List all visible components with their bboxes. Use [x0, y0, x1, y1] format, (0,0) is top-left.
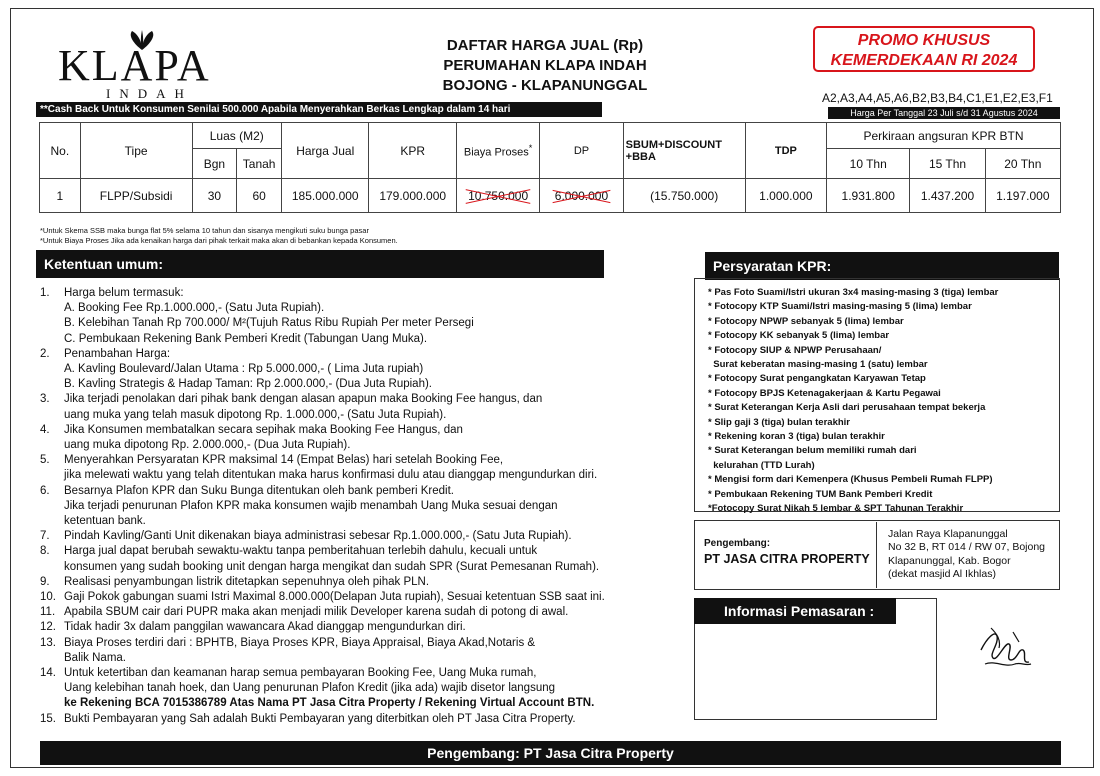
persyaratan-item: * Slip gaji 3 (tiga) bulan terakhir: [708, 416, 850, 428]
table-header-row: [40, 123, 1061, 149]
ketentuan-item-number: 5.: [40, 454, 50, 467]
ketentuan-item: [40, 392, 650, 422]
ketentuan-item-number: 7.: [40, 530, 50, 543]
ketentuan-item: [40, 529, 650, 544]
ketentuan-item: [40, 423, 650, 453]
ketentuan-item-number: 12.: [40, 621, 56, 634]
ketentuan-item-number: 4.: [40, 423, 50, 436]
ketentuan-line: ke Rekening BCA 7015386789 Atas Nama PT Jasa Citra Property / Rekening Virtual Account BTN.: [64, 697, 595, 710]
header-20thn: 20 Thn: [985, 149, 1060, 179]
ketentuan-item: [40, 484, 650, 530]
note-line: *Untuk Biaya Proses Jika ada kenaikan harga dari pihak terkait maka akan di bebankan kepada Konsumen.: [40, 236, 398, 245]
ketentuan-item-body: [64, 712, 650, 727]
header-luas: Luas (M2): [192, 123, 281, 149]
pengembang-divider: [876, 522, 877, 588]
ketentuan-item-body: [64, 666, 650, 712]
ketentuan-line: Bukti Pembayaran yang Sah adalah Bukti Pembayaran yang diterbitkan oleh PT Jasa Citra Property.: [64, 712, 576, 725]
persyaratan-item: * Mengisi form dari Kemenpera (Khusus Pembeli Rumah FLPP): [708, 474, 993, 486]
ketentuan-item-number: 14.: [40, 667, 56, 680]
ketentuan-line: Jika terjadi penolakan dari pihak bank dengan alasan apapun maka Booking Fee hangus, dan: [64, 393, 543, 406]
klapa-indah-logo: [52, 30, 222, 100]
ketentuan-item: [40, 636, 650, 666]
ketentuan-line: Uang kelebihan tanah hoek, dan Uang penurunan Plafon Kredit (jika ada) wajib disetor langsung: [64, 682, 556, 695]
header-biaya-proses-label: Biaya Proses: [463, 146, 529, 159]
unit-list: A2,A3,A4,A5,A6,B2,B3,B4,C1,E1,E2,E3,F1: [822, 91, 1053, 105]
ketentuan-line: ketentuan bank.: [64, 515, 146, 528]
signature-image: [975, 620, 1035, 676]
ketentuan-item-number: 15.: [40, 712, 56, 725]
header-biaya-proses-mark: *: [528, 142, 533, 153]
footer-banner: Pengembang: PT Jasa Citra Property: [40, 741, 1061, 765]
cell-biaya-proses: [456, 179, 539, 213]
ketentuan-item-body: [64, 347, 650, 393]
ketentuan-line: A. Kavling Boulevard/Jalan Utama : Rp 5.000.000,- ( Lima Juta rupiah): [64, 363, 424, 376]
cell-kpr: 179.000.000: [369, 179, 456, 213]
header-dp: DP: [540, 123, 623, 179]
ketentuan-line: Jika terjadi penurunan Plafon KPR maka konsumen wajib menambah Uang Muka sesuai dengan: [64, 499, 558, 512]
ketentuan-line: uang muka dipotong Rp. 2.000.000,- (Dua Juta Rupiah).: [64, 439, 351, 452]
ketentuan-item: [40, 544, 650, 574]
cashback-banner: **Cash Back Untuk Konsumen Senilai 500.000 Apabila Menyerahkan Berkas Lengkap dalam 14 hari: [36, 102, 602, 117]
ketentuan-line: Penambahan Harga:: [64, 347, 171, 360]
persyaratan-item: * Fotocopy SIUP & NPWP Perusahaan/: [708, 344, 882, 356]
cell-dp: [540, 179, 623, 213]
persyaratan-item: * Fotocopy KK sebanyak 5 (lima) lembar: [708, 330, 890, 342]
ketentuan-item: [40, 347, 650, 393]
ketentuan-item: [40, 605, 650, 620]
ketentuan-item-body: [64, 575, 650, 590]
ketentuan-line: Gaji Pokok gabungan suami Istri Maximal 8.000.000(Delapan Juta rupiah), Sesuai ketentuan SSB saat ini.: [64, 591, 605, 604]
header-tipe: Tipe: [80, 123, 192, 179]
ketentuan-item: [40, 620, 650, 635]
persyaratan-item: * Fotocopy NPWP sebanyak 5 (lima) lembar: [708, 315, 904, 327]
cell-tipe: FLPP/Subsidi: [80, 179, 192, 213]
cell-15thn: 1.437.200: [910, 179, 985, 213]
ketentuan-item-body: [64, 529, 650, 544]
ketentuan-line: B. Kelebihan Tanah Rp 700.000/ M²(Tujuh Ratus Ribu Rupiah Per meter Persegi: [64, 317, 474, 330]
ketentuan-line: Apabila SBUM cair dari PUPR maka akan menjadi milik Developer karena sudah di potong di awal.: [64, 606, 569, 619]
table-row: [40, 179, 1061, 213]
ketentuan-line: Tidak hadir 3x dalam panggilan wawancara Akad dianggap mengundurkan diri.: [64, 621, 466, 634]
ketentuan-item-number: 1.: [40, 287, 50, 299]
pengembang-label: Pengembang:: [704, 538, 771, 549]
ketentuan-item-number: 2.: [40, 347, 50, 360]
ketentuan-item-number: 10.: [40, 591, 56, 604]
persyaratan-item: * Fotocopy BPJS Ketenagakerjaan & Kartu Pegawai: [708, 387, 941, 399]
ketentuan-line: B. Kavling Strategis & Hadap Taman: Rp 2.000.000,- (Dua Juta Rupiah).: [64, 378, 432, 391]
persyaratan-item: * Pembukaan Rekening TUM Bank Pemberi Kredit: [708, 488, 933, 500]
struck-dp: 6.000.000: [554, 188, 609, 203]
address-line: No 32 B, RT 014 / RW 07, Bojong: [888, 541, 1046, 554]
ketentuan-line: Balik Nama.: [64, 651, 126, 664]
persyaratan-item: *Fotocopy Surat Nikah 5 lembar & SPT Tahunan Terakhir: [708, 503, 964, 515]
ketentuan-item-body: [64, 392, 650, 422]
ketentuan-line: Jika Konsumen membatalkan secara sepihak maka Booking Fee Hangus, dan: [64, 423, 463, 436]
price-table: [39, 122, 1061, 213]
persyaratan-item: * Fotocopy KTP Suami/Istri masing-masing 5 (lima) lembar: [708, 301, 972, 313]
persyaratan-list: [708, 286, 1056, 517]
persyaratan-item: * Pas Foto Suami/Istri ukuran 3x4 masing-masing 3 (tiga) lembar: [708, 287, 999, 298]
header-bgn: Bgn: [192, 149, 237, 179]
ketentuan-line: Besarnya Plafon KPR dan Suku Bunga ditentukan oleh bank pemberi Kredit.: [64, 484, 454, 497]
ketentuan-line: Untuk ketertiban dan keamanan harap semua pembayaran Booking Fee, Uang Muka rumah,: [64, 667, 537, 680]
ketentuan-item: [40, 286, 650, 347]
ketentuan-item-body: [64, 605, 650, 620]
ketentuan-list: [40, 286, 650, 727]
header-no: No.: [40, 123, 81, 179]
cell-10thn: 1.931.800: [827, 179, 910, 213]
persyaratan-item: Surat keberatan masing-masing 1 (satu) lembar: [708, 359, 928, 371]
ketentuan-item-number: 13.: [40, 636, 56, 649]
document-title: [380, 36, 710, 96]
ketentuan-line: A. Booking Fee Rp.1.000.000,- (Satu Juta Rupiah).: [64, 302, 325, 315]
header-tdp: TDP: [745, 123, 826, 179]
ketentuan-line: C. Pembukaan Rekening Bank Pemberi Kredit (Tabungan Uang Muka).: [64, 332, 428, 345]
table-notes: [40, 226, 398, 246]
cell-sbum: (15.750.000): [623, 179, 745, 213]
pengembang-name: PT JASA CITRA PROPERTY: [704, 552, 870, 566]
cell-tdp: 1.000.000: [745, 179, 826, 213]
title-line: PERUMAHAN KLAPA INDAH: [443, 57, 647, 74]
pengembang-address: [888, 528, 1045, 582]
ketentuan-item-number: 11.: [40, 606, 56, 619]
ketentuan-item: [40, 453, 650, 483]
ketentuan-line: Harga jual dapat berubah sewaktu-waktu tanpa pemberitahuan terlebih dahulu, kecuali untuk: [64, 545, 538, 558]
note-line: *Untuk Skema SSB maka bunga flat 5% selama 10 tahun dan sisanya mengikuti suku bunga pasar: [40, 226, 369, 235]
ketentuan-item-body: [64, 620, 650, 635]
ketentuan-item-number: 6.: [40, 484, 50, 497]
ketentuan-item-body: [64, 636, 650, 666]
ketentuan-line: Menyerahkan Persyaratan KPR maksimal 14 (Empat Belas) hari setelah Booking Fee,: [64, 454, 504, 467]
header-angsuran: Perkiraan angsuran KPR BTN: [827, 123, 1061, 149]
struck-biaya-proses: 10.750.000: [468, 188, 529, 203]
ketentuan-line: konsumen yang sudah booking unit dengan harga mengikat dan sudah SPR (Surat Pemesanan Rumah).: [64, 560, 600, 573]
promo-line: PROMO KHUSUS: [857, 32, 991, 49]
ketentuan-item-body: [64, 590, 650, 605]
ketentuan-line: Harga belum termasuk:: [64, 287, 184, 299]
ketentuan-line: uang muka yang telah masuk dipotong Rp. 1.000.000,- (Satu Juta Rupiah).: [64, 408, 447, 421]
cell-bgn: 30: [192, 179, 237, 213]
persyaratan-item: kelurahan (TTD Lurah): [708, 459, 815, 471]
cell-tanah: 60: [237, 179, 282, 213]
cell-20thn: 1.197.000: [985, 179, 1060, 213]
ketentuan-title: Ketentuan umum:: [36, 250, 604, 278]
ketentuan-line: jika melewati waktu yang telah ditentukan maka harus konfirmasi dulu atau dianggap mengundurkan diri.: [64, 469, 598, 482]
title-line: BOJONG - KLAPANUNGGAL: [442, 77, 648, 94]
ketentuan-item-body: [64, 484, 650, 530]
logo-subtitle: INDAH: [106, 86, 193, 101]
ketentuan-item-body: [64, 423, 650, 453]
address-line: Klapanunggal, Kab. Bogor: [888, 554, 1011, 567]
ketentuan-item: [40, 575, 650, 590]
cell-no: 1: [40, 179, 81, 213]
persyaratan-item: * Rekening koran 3 (tiga) bulan terakhir: [708, 431, 885, 443]
header-sbum: SBUM+DISCOUNT +BBA: [623, 123, 745, 179]
persyaratan-item: * Surat Keterangan belum memiliki rumah dari: [708, 445, 917, 457]
ketentuan-item-number: 3.: [40, 393, 50, 406]
ketentuan-item-body: [64, 453, 650, 483]
header-10thn: 10 Thn: [827, 149, 910, 179]
title-line: DAFTAR HARGA JUAL (Rp): [446, 37, 644, 54]
ketentuan-item: [40, 666, 650, 712]
header-biaya-proses: [456, 123, 539, 179]
ketentuan-item-number: 9.: [40, 575, 50, 588]
logo-wordmark: KLAPA: [58, 41, 211, 90]
header-kpr: KPR: [369, 123, 456, 179]
promo-badge: [813, 26, 1035, 72]
persyaratan-item: * Fotocopy Surat pengangkatan Karyawan Tetap: [708, 373, 926, 385]
ketentuan-line: Pindah Kavling/Ganti Unit dikenakan biaya administrasi sebesar Rp.1.000.000,- (Satu Juta Rupiah).: [64, 530, 572, 543]
header-harga-jual: Harga Jual: [282, 123, 369, 179]
persyaratan-title: Persyaratan KPR:: [705, 252, 1059, 280]
persyaratan-item: * Surat Keterangan Kerja Asli dari perusahaan tempat bekerja: [708, 402, 986, 414]
ketentuan-line: Biaya Proses terdiri dari : BPHTB, Biaya Proses KPR, Biaya Appraisal, Biaya Akad,Notaris &: [64, 636, 536, 649]
address-line: (dekat masjid Al Ikhlas): [888, 568, 996, 581]
ketentuan-item-body: [64, 544, 650, 574]
price-date-banner: Harga Per Tanggal 23 Juli s/d 31 Agustus 2024: [828, 107, 1060, 119]
ketentuan-item-body: [64, 286, 650, 347]
ketentuan-item-number: 8.: [40, 545, 50, 558]
informasi-title: Informasi Pemasaran :: [694, 598, 896, 624]
ketentuan-item: [40, 712, 650, 727]
ketentuan-item: [40, 590, 650, 605]
header-tanah: Tanah: [237, 149, 282, 179]
ketentuan-line: Realisasi penyambungan listrik ditetapkan sepenuhnya oleh pihak PLN.: [64, 575, 430, 588]
promo-line: KEMERDEKAAN RI 2024: [830, 52, 1018, 69]
header-15thn: 15 Thn: [910, 149, 985, 179]
cell-harga-jual: 185.000.000: [282, 179, 369, 213]
address-line: Jalan Raya Klapanunggal: [888, 528, 1008, 540]
